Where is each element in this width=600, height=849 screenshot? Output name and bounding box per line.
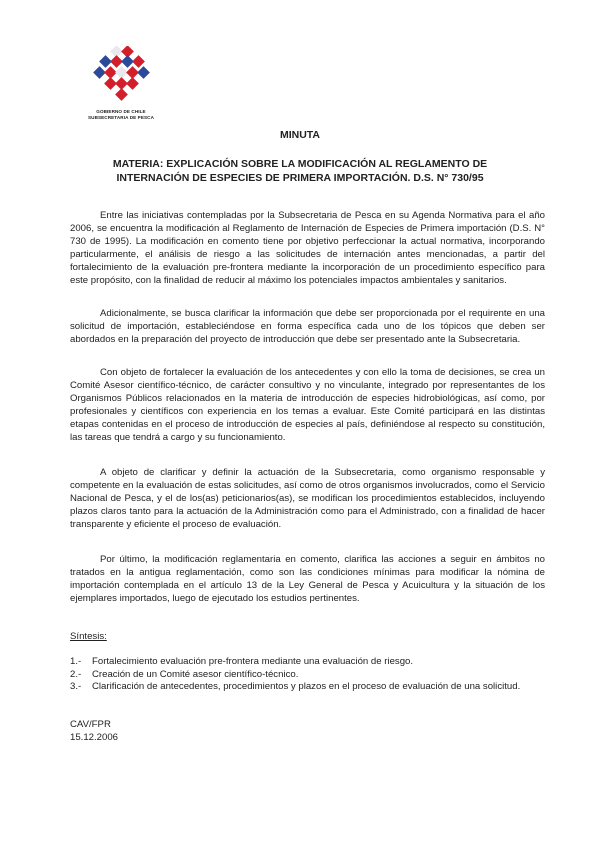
synthesis-heading: Síntesis: bbox=[70, 631, 107, 642]
list-item-text: Clarificación de antecedentes, procedimientos y plazos en el proceso de evaluación de una solicitud. bbox=[92, 681, 521, 693]
list-item-number: 3.- bbox=[70, 681, 82, 693]
body-paragraph: Adicionalmente, se busca clarificar la información que debe ser proporcionada por el requirente en una solicitud de importación, estableciéndose en forma específica cada uno de los tópicos que deben ser abordados en la preparación del proyecto de introducción que debe ser presentado ante la Subsecretaria. bbox=[70, 308, 545, 346]
document-title: MINUTA bbox=[279, 129, 321, 141]
document-date: 15.12.2006 bbox=[70, 732, 119, 743]
subject-line: MATERIA: EXPLICACIÓN SOBRE LA MODIFICACIÓN AL REGLAMENTO DE bbox=[112, 158, 488, 170]
list-item bbox=[70, 669, 545, 682]
synthesis-list bbox=[70, 656, 545, 694]
logo-text-line: GOBIERNO DE CHILE bbox=[96, 109, 146, 114]
subject-line: INTERNACIÓN DE ESPECIES DE PRIMERA IMPORTACIÓN. D.S. N° 730/95 bbox=[116, 172, 484, 184]
government-shield-icon bbox=[92, 46, 150, 106]
list-item-number: 2.- bbox=[70, 668, 82, 680]
body-paragraph: Por último, la modificación reglamentaria en comento, clarifica las acciones a seguir en ámbitos no tratados en la antigua reglamentación, como son las condiciones mínimas para modificar la nómina de importación contemplada en el artículo 13 de la Ley General de Pesca y Acuicultura y la situación de los ejemplares importados, luego de ejecutado los estudios pertinentes. bbox=[70, 554, 545, 605]
government-logo bbox=[76, 46, 166, 124]
logo-text-line: SUBSECRETARIA DE PESCA bbox=[87, 115, 154, 120]
body-paragraph: Con objeto de fortalecer la evaluación de los antecedentes y con ello la toma de decisiones, se crea un Comité Asesor científico-técnico, de carácter consultivo y no vinculante, integrado por representantes de los Organismos Públicos relacionados en la materia de introducción de especies hidrobiológicas, así como, por profesionales y científicos con experiencia en los temas a evaluar. Este Comité participará en las distintas etapas contenidas en el proceso de introducción de especies al país, definiéndose al respecto su constitución, las tareas que tendrá a cargo y su funcionamiento. bbox=[70, 367, 545, 444]
list-item bbox=[70, 681, 545, 694]
body-paragraph: A objeto de clarificar y definir la actuación de la Subsecretaria, como organismo responsable y competente en la evaluación de estas solicitudes, así como de otros organismos involucrados, como el Servicio Nacional de Pesca, y el de los(as) peticionarios(as), se modifican los procedimientos establecidos, incluyendo plazos claros tanto para la actuación de la Administración como para el Administrado, con a finalidad de hacer transparente y eficiente el proceso de evaluación. bbox=[70, 467, 545, 531]
body-paragraph: Entre las iniciativas contempladas por la Subsecretaria de Pesca en su Agenda Normativa para el año 2006, se encuentra la modificación al Reglamento de Internación de Especies de Primera importación (D.S. N° 730 de 1995). La modificación en comento tiene por objetivo perfeccionar la actual normativa, incorporando particularmente, el análisis de riesgo a las solicitudes de internación antes mencionadas, a partir del fortalecimiento de la evaluación pre-frontera mediante la incorporación de un procedimiento específico para este propósito, con la finalidad de reducir al máximo los potenciales impactos ambientales y sanitarios. bbox=[70, 210, 545, 287]
author-initials: CAV/FPR bbox=[70, 719, 111, 730]
list-item-number: 1.- bbox=[70, 656, 82, 667]
list-item-text: Creación de un Comité asesor científico-técnico. bbox=[92, 668, 299, 680]
list-item-text: Fortalecimiento evaluación pre-frontera mediante una evaluación de riesgo. bbox=[92, 656, 414, 667]
list-item bbox=[70, 656, 545, 669]
